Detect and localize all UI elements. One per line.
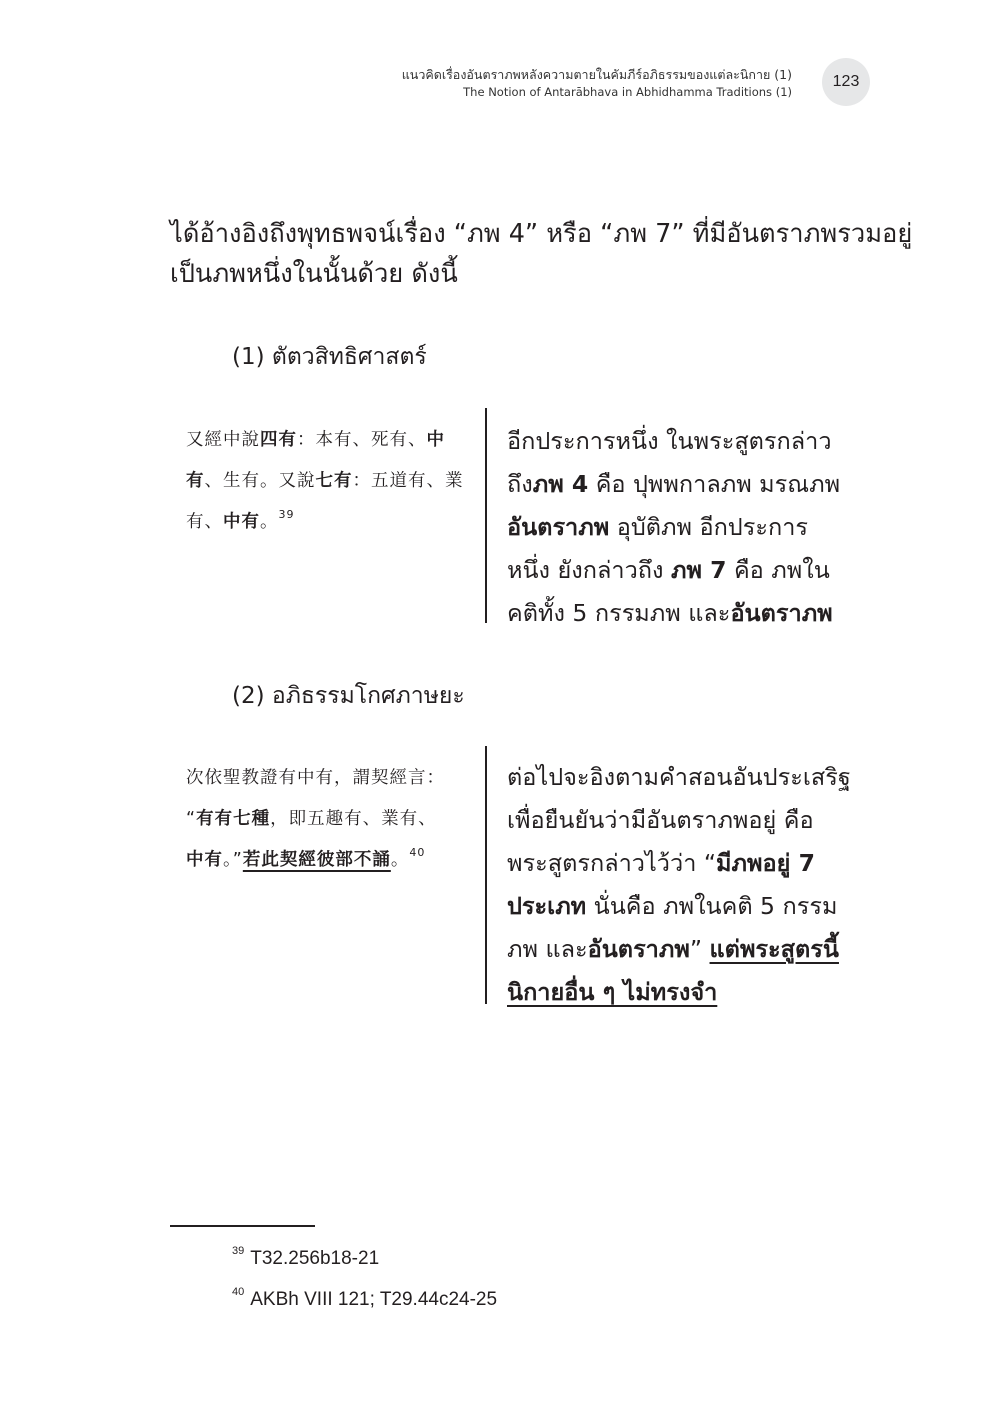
thai-text: นั่นคือ ภพในคติ 5 กรรม	[586, 892, 838, 920]
chinese-text: ：本有、死有、	[297, 430, 427, 450]
thai-translation-2	[507, 756, 857, 1014]
intro-line: ได้อ้างอิงถึงพุทธพจน์เรื่อง “ภพ 4” หรือ “ภพ 7” ที่มีอันตราภพรวมอยู่	[170, 219, 913, 249]
chinese-line	[186, 840, 478, 881]
thai-emphasis: อันตราภพ	[587, 935, 690, 963]
chinese-line	[186, 799, 478, 840]
thai-line	[507, 549, 857, 592]
chinese-emphasis: 四有	[260, 430, 297, 450]
thai-text: หนึ่ง ยังกล่าวถึง	[507, 556, 671, 584]
thai-line	[507, 928, 857, 971]
thai-text: คือ ปุพพกาลภพ มรณภพ	[588, 470, 841, 498]
thai-emphasis: ภพ 7	[670, 556, 727, 584]
chinese-quote-1	[186, 420, 478, 543]
thai-line	[507, 463, 857, 506]
page-number-badge: 123	[822, 58, 870, 106]
thai-emphasis: ภพ 4	[532, 470, 589, 498]
chinese-line: 次依聖教證有中有，謂契經言：	[186, 768, 445, 788]
thai-line	[507, 506, 857, 549]
chinese-text: 有、	[186, 512, 223, 532]
thai-text: คือ ภพใน	[726, 556, 830, 584]
chinese-quote-2	[186, 758, 478, 881]
chinese-text: ，即五趣有、業有、	[270, 809, 437, 829]
chinese-text: 。”	[223, 850, 243, 870]
header-title-english: The Notion of Antarābhava in Abhidhamma Traditions (1)	[463, 85, 792, 99]
footnote-40	[232, 1288, 497, 1312]
thai-line: ต่อไปจะอิงตามคำสอนอันประเสริฐ	[507, 763, 851, 791]
thai-text: พระสูตรกล่าวไว้ว่า “	[507, 849, 717, 877]
footnote-ref-40[interactable]: 40	[409, 846, 426, 859]
thai-line: อีกประการหนึ่ง ในพระสูตรกล่าว	[507, 427, 832, 455]
chinese-emphasis: 中有	[223, 512, 260, 532]
section-heading-abhidharmakosa: (2) อภิธรรมโกศภาษยะ	[232, 683, 465, 709]
chinese-emphasis: 中	[426, 430, 445, 450]
chinese-text: 、生有。又說	[204, 471, 316, 491]
thai-line	[507, 885, 857, 928]
chinese-text: “	[186, 809, 197, 829]
chinese-line	[186, 420, 478, 461]
intro-paragraph	[170, 214, 913, 294]
footnote-number: 40	[232, 1286, 245, 1298]
thai-text: ภพ และ	[507, 935, 588, 963]
thai-translation-1	[507, 420, 857, 635]
section-heading-tattvasiddhi: (1) ตัตวสิทธิศาสตร์	[232, 344, 427, 370]
footnote-text: T32.256b18-21	[250, 1248, 380, 1269]
thai-line: เพื่อยืนยันว่ามีอันตราภพอยู่ คือ	[507, 806, 814, 834]
footnote-39	[232, 1247, 379, 1271]
intro-line: เป็นภพหนึ่งในนั้นด้วย ดังนี้	[170, 259, 458, 289]
chinese-emphasis: 中有	[186, 850, 223, 870]
thai-emphasis: มีภพอยู่ 7	[716, 849, 815, 877]
running-header	[402, 66, 792, 100]
thai-line	[507, 971, 857, 1014]
chinese-emphasis: 有	[186, 471, 205, 491]
chinese-text: 。	[260, 512, 279, 532]
thai-text: อุบัติภพ อีกประการ	[609, 513, 809, 541]
chinese-text: 又經中說	[186, 430, 260, 450]
footnote-ref-39[interactable]: 39	[278, 508, 295, 521]
chinese-text: ：五道有、業	[352, 471, 464, 491]
chinese-emphasis: 七有	[315, 471, 353, 491]
chinese-line	[186, 461, 478, 502]
thai-emphasis: อันตราภพ	[507, 513, 610, 541]
header-title-thai: แนวคิดเรื่องอันตราภพหลังความตายในคัมภีร์อภิธรรมของแต่ละนิกาย (1)	[401, 67, 792, 82]
footnote-text: AKBh VIII 121; T29.44c24-25	[250, 1289, 498, 1310]
chinese-line	[186, 502, 478, 543]
thai-text: ”	[689, 935, 710, 963]
thai-text: ถึง	[507, 470, 533, 498]
column-divider	[485, 746, 487, 1004]
chinese-text: 。	[390, 850, 410, 870]
thai-emphasis-underlined: นิกายอื่น ๆ ไม่ทรงจำ	[507, 978, 718, 1006]
footnote-rule	[170, 1225, 315, 1227]
footnote-number: 39	[232, 1245, 245, 1257]
thai-emphasis-underlined: แต่พระสูตรนี้	[709, 935, 839, 963]
chinese-emphasis: 有有七種	[196, 809, 271, 829]
thai-line	[507, 592, 857, 635]
thai-text: คติทั้ง 5 กรรมภพ และ	[507, 599, 731, 627]
column-divider	[485, 408, 487, 623]
thai-emphasis: อันตราภพ	[730, 599, 833, 627]
chinese-emphasis-underlined: 若此契經彼部不誦	[242, 850, 391, 870]
thai-line	[507, 842, 857, 885]
thai-emphasis: ประเภท	[507, 892, 587, 920]
